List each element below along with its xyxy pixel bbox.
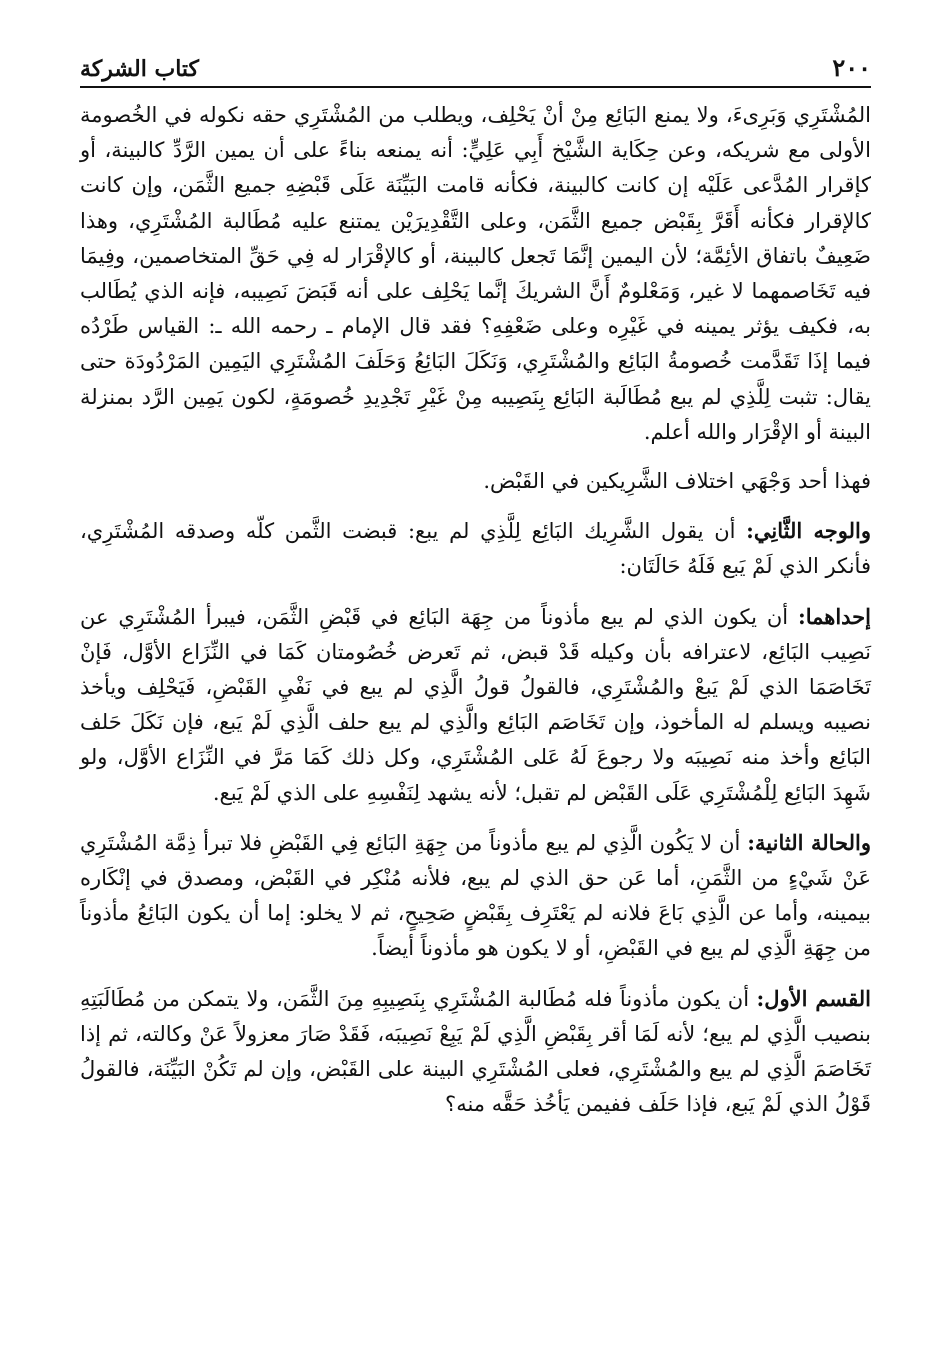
paragraph-6-text: أن يكون مأذوناً فله مُطَالبة المُشْتَرِي بِنَصِيبِهِ مِنَ الثَّمَن، ولا يتمكن من مُطَالَبَتِهِ بنصيب الَّذِي لم يبع؛ لأنه لَمَا أقر بِقَبْضِ الَّذِي لَمْ يَبِعْ نَصِيبَه، فَقَدْ صَارَ معزولاً عَنْ وكالته، ثم إذا تَخَاصَمَ الَّذِي لم يبع والمُشْتَرِي، فعلى المُشْتَرِي البينة على القَبْض، وإن لم تَكُنْ البَيِّنَة، فالقولُ قَوْلُ الذي لَمْ يَبع، فإذا حَلَف ففيمن يَأخُذ حَقَّه منه؟ (80, 986, 871, 1117)
paragraph-6 (80, 981, 871, 1123)
paragraph-3-heading: والوجه الثَّانِي: (746, 518, 872, 544)
paragraph-4-text: أن يكون الذي لم يبع مأذوناً من جِهَة البَائِع في قَبْضِ الثَّمَن، فيبرأ المُشْتَرِي عن نَصِيب البَائِع، لاعترافه بأن وكيله قَدْ قبض، ثم تَعرض خُصُومتان كَمَا في النِّزَاع الأوَّل، فَإنْ تَخَاصَمَا الذي لَمْ يَبعْ والمُشْتَرِي، فالقولُ قولُ الَّذِي لم يبع في نَفْيِ القَبْضِ، فَيَحْلِف ويأخذ نصيبه ويسلم له المأخوذ، وإن تَخَاصَم البَائِع والَّذِي لم يبع حلف الَّذِي لَمْ يَبع، فإن نَكَلَ حَلف البَائِع وأخذ منه نَصِيبَه ولا رجوعَ لَهُ عَلى المُشْتَرِي، وكل ذلك كَمَا مَرَّ في النِّزَاع الأوَّل، ولو شَهِدَ البَائِع لِلْمُشْتَرِي عَلَى القَبْض لم تقبل؛ لأنه يشهد لِنَفْسِهِ على الذي لَمْ يَبع. (80, 604, 871, 805)
paragraph-2 (80, 464, 871, 499)
page-number: ٢٠٠ (832, 53, 871, 82)
page-body (80, 88, 871, 1122)
paragraph-5-text: أن لا يَكُون الَّذِي لم يبع مأذوناً من جِهَةِ البَائِع فِي القَبْضِ فلا تبرأ ذِمَّة المُشْتَرِي عَنْ شَيْءٍ من الثَّمَنِ، أما عَن حق الذي لم يبع، فلأنه مُنْكِر في القَبْض، ومصدق في إنْكَاره بيمينه، وأما عن الَّذِي بَاعَ فلانه لم يَعْتَرِف بِقَبْضٍ صَحِيحٍ، ثم لا يخلو: إما أن يكون البَائِعُ مأذوناً من جِهَةِ الَّذِي لم يبع في القَبْضِ، أو لا يكون هو مأذوناً أيضاً. (80, 830, 871, 961)
paragraph-4 (80, 599, 871, 811)
paragraph-4-heading: إحداهما: (797, 603, 871, 629)
paragraph-3 (80, 513, 871, 584)
paragraph-5-heading: والحالة الثانية: (747, 829, 871, 855)
paragraph-2-text: فهذا أحد وَجْهَي اختلاف الشَّرِيكين في القَبْض. (483, 469, 871, 494)
paragraph-3-text: أن يقول الشَّرِيك البَائِع لِلَّذِي لم يبع: قبضت الثَّمن كلّه وصدقه المُشْتَرِي، فأنكر الذي لَمْ يَبع فَلَهُ حَالَتَان: (80, 519, 871, 579)
paragraph-1-text: المُشْتَرِي وَبَرِىءَ، ولا يمنع البَائِع مِنْ أنْ يَحْلِف، ويطلب من المُشْتَرِي حقه نكوله في الخُصومة الأولى مع شريكه، وعن حِكَاية الشَّيْخ أَبِي عَلِيٍّ: أنه يمنعه بناءً على أن يمين الرَّدِّ كالبينة، أو كإقرار المُدَّعى عَلَيْه إن كانت كالبينة، فكأنه قامت البَيِّنَة عَلَى قَبْضِهِ جميع الثَّمَن، وإن كانت كالإقرار فكأنه أَقَرَّ بِقَبْض جميع الثَّمَن، وعلى التَّقْدِيرَيْن يمتنع عليه مُطَالبة المُشْتَرِي، وهذا ضَعِيفٌ باتفاق الأئِمَّة؛ لأن اليمين إنَّمَا تَجعل كالبينة، أو كالإقْرَار له فِي حَقِّ المتخاصمين، وفِيمَا فيه تَخَاصمهما لا غير، وَمَعْلومٌ أَنَّ الشريكَ إنَّما يَحْلِف على أنه قَبَضَ نَصِيبه، فإنه الذي يُطَالب به، فكيف يؤثر يمينه في غَيْرِه وعلى ضَعْفِهِ؟ فقد قال الإمام ـ رحمه الله ـ: القياس طَرْدُه فيما إذَا تَقَدَّمت خُصومةُ البَائِع والمُشْتَرِي، وَنَكَلَ البَائِعُ وَحَلَفَ المُشْتَرِي اليَمِين المَرْدُودَة حتى يقال: تثبت لِلَّذِي لم يبع مُطَالَبة البَائِع بِنَصِيبه مِنْ غَيْرِ تَجْدِيدِ خُصومَةٍ، لكون يَمِين الرَّد بمنزلة البينة أو الإقْرَار والله أعلم. (80, 103, 871, 444)
paragraph-6-heading: القسم الأول: (756, 985, 872, 1011)
book-title: كتاب الشركة (80, 56, 200, 82)
page-header (80, 40, 871, 88)
paragraph-5 (80, 825, 871, 967)
paragraph-1 (80, 98, 871, 450)
